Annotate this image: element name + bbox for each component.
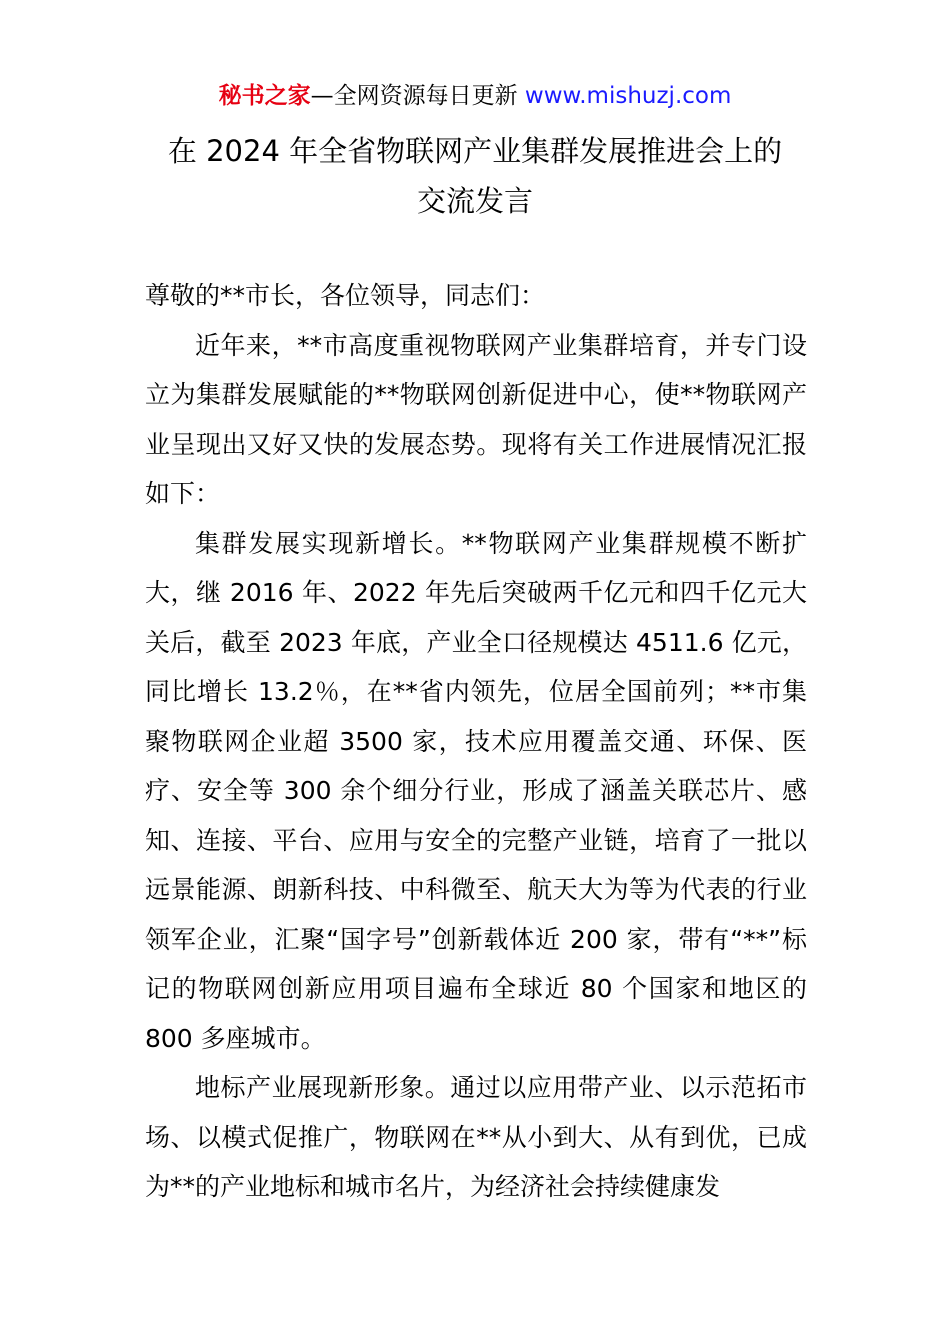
- paragraph-intro: 近年来，**市高度重视物联网产业集群培育，并专门设立为集群发展赋能的**物联网创新促进中心，使**物联网产业呈现出又好又快的发展态势。现将有关工作进展情况汇报如下：: [145, 330, 807, 508]
- salutation: 尊敬的**市长，各位领导，同志们：: [145, 281, 546, 310]
- document-title-line-1: 在 2024 年全省物联网产业集群发展推进会上的: [167, 134, 783, 168]
- document-title: [100, 126, 850, 226]
- site-header: [0, 80, 950, 112]
- paragraph-landmark-industry: 地标产业展现新形象。通过以应用带产业、以示范拓市场、以模式促推广，物联网在**从小到大、从有到优，已成为**的产业地标和城市名片，为经济社会持续健康发: [145, 1073, 807, 1201]
- site-url-link[interactable]: www.mishuzj.com: [524, 83, 732, 109]
- document-title-line-2: 交流发言: [416, 184, 533, 218]
- site-tagline: —全网资源每日更新: [310, 83, 525, 109]
- document-body: [145, 271, 807, 1212]
- paragraph-cluster-growth: 集群发展实现新增长。**物联网产业集群规模不断扩大，继 2016 年、2022 年先后突破两千亿元和四千亿元大关后，截至 2023 年底，产业全口径规模达 4511.6 亿元，同比增长 13.2％，在**省内领先，位居全国前列；**市集聚物联网企业超 3500 家，技术应用覆盖交通、环保、医疗、安全等 300 余个细分行业，形成了涵盖关联芯片、感知、连接、平台、应用与安全的完整产业链，培育了一批以远景能源、朗新科技、中科微至、航天大为等为代表的行业领军企业，汇聚“国字号”创新载体近 200 家，带有“**”标记的物联网创新应用项目遍布全球近 80 个国家和地区的 800 多座城市。: [145, 528, 807, 1053]
- site-brand: 秘书之家: [218, 83, 311, 109]
